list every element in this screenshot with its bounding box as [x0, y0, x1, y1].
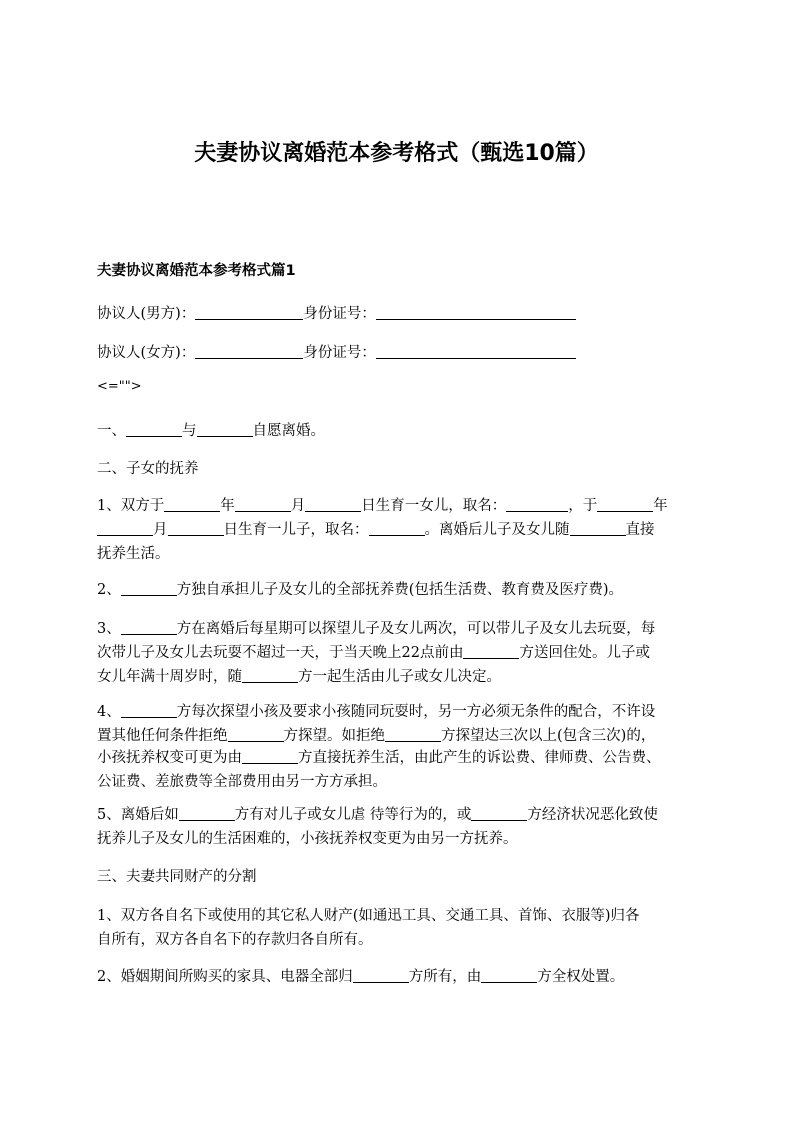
blank-field	[597, 496, 653, 512]
clause-text: 5、离婚后如	[97, 807, 179, 823]
clause-text: 2、婚姻期间所购买的家具、电器全部归	[97, 969, 353, 985]
clause-2-2	[97, 578, 623, 602]
blank-field	[385, 726, 441, 742]
blank-field	[471, 805, 527, 821]
blank-field	[305, 496, 361, 512]
blank-field	[242, 748, 298, 764]
id-label: 身份证号：	[303, 345, 376, 361]
blank-field	[195, 343, 303, 359]
document-title: 夫妻协议离婚范本参考格式（甄选10篇）	[194, 141, 599, 166]
clause-text: 月	[290, 498, 306, 514]
clause-3-1-line-1: 1、双方各自名下或使用的其它私人财产(如通迅工具、交通工具、首饰、衣服等)归各	[97, 908, 640, 924]
clause-text: 方全权处置。	[537, 969, 625, 985]
clause-text: 次带儿子及女儿去玩耍不超过一天，于当天晚上22点前由	[97, 645, 464, 661]
clause-text: 2、	[97, 582, 121, 598]
blank-field	[121, 580, 177, 596]
blank-field	[126, 421, 182, 437]
clause-text: 方经济状况恶化致使	[527, 807, 658, 823]
blank-field	[97, 520, 153, 536]
clause-text: ，于	[568, 498, 598, 514]
blank-field	[228, 726, 284, 742]
clause-text: 。离婚后儿子及女儿随	[424, 522, 570, 538]
blank-field	[179, 805, 235, 821]
clause-text: 方送回住处。儿子或	[519, 645, 650, 661]
blank-field	[506, 496, 568, 512]
blank-field	[376, 304, 576, 320]
blank-field	[121, 619, 177, 635]
clause-text: 置其他任何条件拒绝	[97, 728, 228, 744]
clause-1	[97, 419, 325, 443]
clause-3-2	[97, 965, 624, 989]
clause-2-3-line-2	[97, 641, 650, 665]
clause-2-1-line-2	[97, 518, 655, 542]
blank-field	[235, 496, 291, 512]
clause-text: 日生育一儿子，取名：	[223, 522, 369, 538]
clause-text: 小孩抚养权变可更为由	[97, 750, 242, 766]
clause-text: 方探望达三次以上(包含三次)的，	[441, 728, 656, 744]
clause-2-1-line-1	[97, 494, 668, 518]
blank-field	[121, 702, 177, 718]
clause-text: 一、	[97, 423, 126, 439]
blank-field	[195, 304, 303, 320]
blank-field	[242, 667, 298, 683]
clause-2-3-line-3	[97, 665, 501, 689]
clause-text: 直接	[625, 522, 655, 538]
section-heading: 夫妻协议离婚范本参考格式篇1	[97, 263, 296, 279]
clause-3-1-line-2: 自所有，双方各自名下的存款归各自所有。	[97, 932, 373, 948]
stray-markup-text: <="">	[97, 379, 142, 394]
clause-2-3-line-1	[97, 617, 655, 641]
blank-field	[197, 421, 253, 437]
blank-field	[353, 967, 409, 983]
clause-text: 4、	[97, 704, 121, 720]
blank-field	[369, 520, 425, 536]
clause-text: 方在离婚后每星期可以探望儿子及女儿两次，可以带儿子及女儿去玩耍，每	[176, 621, 656, 637]
clause-text: 方所有，由	[408, 969, 482, 985]
party-female-label: 协议人(女方)：	[97, 345, 196, 361]
section-3-title: 三、夫妻共同财产的分割	[97, 869, 257, 885]
blank-field	[168, 520, 224, 536]
section-2-title: 二、子女的抚养	[97, 461, 199, 477]
clause-text: 方独自承担儿子及女儿的全部抚养费(包括生活费、教育费及医疗费)。	[176, 582, 624, 598]
clause-2-5-line-1	[97, 803, 658, 827]
blank-field	[570, 520, 626, 536]
clause-text: 方每次探望小孩及要求小孩随同玩耍时，另一方必须无条件的配合，不许设	[176, 704, 656, 720]
clause-2-1-line-3: 抚养生活。	[97, 546, 170, 562]
clause-text: 3、	[97, 621, 121, 637]
clause-text: 月	[153, 522, 168, 538]
blank-field	[481, 967, 537, 983]
clause-text: 年	[653, 498, 668, 514]
clause-text: 方一起生活由儿子或女儿决定。	[298, 669, 501, 685]
clause-text: 方有对儿子或女儿虐 待等行为的，或	[234, 807, 472, 823]
clause-2-5-line-2: 抚养儿子及女儿的生活困难的，小孩抚养权变更为由另一方抚养。	[97, 831, 518, 847]
clause-2-4-line-4: 公证费、差旅费等全部费用由另一方方承担。	[97, 774, 387, 790]
party-male-line	[97, 302, 576, 326]
blank-field	[463, 643, 519, 659]
clause-text: 日生育一女儿，取名：	[361, 498, 507, 514]
clause-text: 1、双方于	[97, 498, 165, 514]
clause-text: 与	[182, 423, 197, 439]
clause-text: 年	[220, 498, 235, 514]
party-male-label: 协议人(男方)：	[97, 306, 196, 322]
clause-2-4-line-3	[97, 746, 661, 770]
clause-text: 女儿年满十周岁时，随	[97, 669, 242, 685]
blank-field	[164, 496, 220, 512]
party-female-line	[97, 341, 576, 365]
clause-text: 方直接抚养生活，由此产生的诉讼费、律师费、公告费、	[298, 750, 661, 766]
blank-field	[376, 343, 576, 359]
clause-text: 方探望。如拒绝	[283, 728, 385, 744]
clause-2-4-line-2	[97, 724, 655, 748]
clause-2-4-line-1	[97, 700, 655, 724]
clause-text: 自愿离婚。	[252, 423, 325, 439]
id-label: 身份证号：	[303, 306, 376, 322]
